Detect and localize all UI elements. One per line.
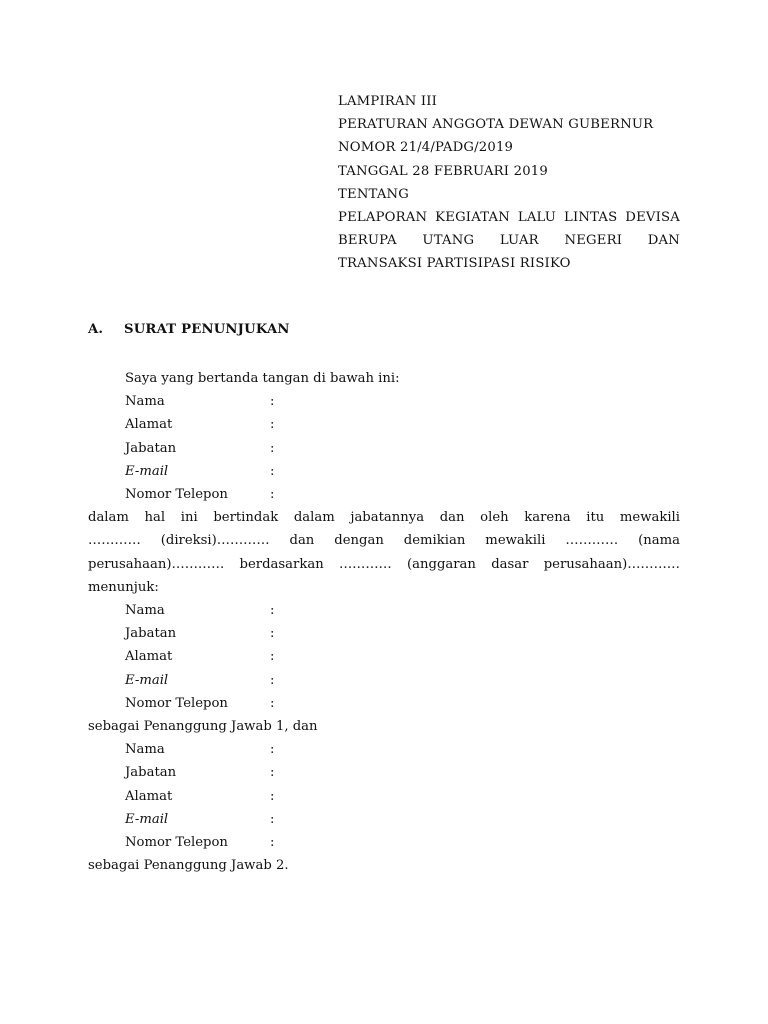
signer-block [88,367,680,877]
header-line-5: TENTANG [338,186,410,202]
field-label: Nomor Telepon [125,695,228,711]
field-colon: : [270,487,275,503]
field-label: Nomor Telepon [125,487,228,503]
header-line-2: PERATURAN ANGGOTA DEWAN GUBERNUR [338,117,654,133]
pj2-field-jabatan [88,761,680,784]
signer-field-jabatan [88,437,680,460]
header-line-3: NOMOR 21/4/PADG/2019 [338,140,514,156]
field-label: Alamat [125,417,173,433]
header-line-6: PELAPORAN KEGIATAN LALU LINTAS DEVISA [338,210,680,226]
body-paragraph-line-2: ………… (direksi)………… dan dengan demikian mewakili ………… (nama [88,533,680,549]
body-paragraph-line-3: perusahaan)………… berdasarkan ………… (anggaran dasar perusahaan)………… [88,556,680,572]
body-paragraph-line-4: menunjuk: [88,579,159,595]
field-label: Nama [125,742,165,758]
field-colon: : [270,394,275,410]
field-colon: : [270,811,275,827]
field-label: Jabatan [125,765,177,781]
field-colon: : [270,695,275,711]
pj1-field-nama [88,599,680,622]
header-line-1: LAMPIRAN III [338,94,438,109]
pj1-field-email [88,669,680,692]
pj2-field-telepon [88,831,680,854]
signer-field-alamat [88,413,680,436]
field-colon: : [270,742,275,758]
field-label: E-mail [125,672,169,688]
appendix-header [338,90,680,276]
body-paragraph-line-1: dalam hal ini bertindak dalam jabatannya dan oleh karena itu mewakili [88,510,680,526]
pj2-caption: sebagai Penanggung Jawab 2. [88,858,289,874]
header-line-4: TANGGAL 28 FEBRUARI 2019 [338,163,548,179]
signer-field-email [88,460,680,483]
pj1-field-jabatan [88,622,680,645]
field-label: Jabatan [125,440,177,456]
field-label: E-mail [125,811,169,827]
signer-field-nama [88,390,680,413]
pj1-field-alamat [88,645,680,668]
field-colon: : [270,417,275,433]
field-label: Nama [125,603,165,619]
field-label: Alamat [125,788,173,804]
pj2-field-nama [88,738,680,761]
field-colon: : [270,649,275,665]
field-label: Nama [125,394,165,410]
section-title: SURAT PENUNJUKAN [124,322,290,337]
field-label: Jabatan [125,626,177,642]
field-colon: : [270,672,275,688]
field-colon: : [270,835,275,851]
field-colon: : [270,626,275,642]
pj1-caption: sebagai Penanggung Jawab 1, dan [88,719,318,735]
header-line-8: TRANSAKSI PARTISIPASI RISIKO [338,256,571,272]
field-label: Alamat [125,649,173,665]
signer-field-telepon [88,483,680,506]
pj2-field-email [88,808,680,831]
field-colon: : [270,788,275,804]
section-letter: A. [88,322,104,337]
intro-text: Saya yang bertanda tangan di bawah ini: [125,371,400,386]
field-label: Nomor Telepon [125,835,228,851]
header-line-7: BERUPA UTANG LUAR NEGERI DAN [338,233,680,249]
field-colon: : [270,440,275,456]
section-heading [88,322,290,337]
pj2-field-alamat [88,785,680,808]
field-colon: : [270,463,275,479]
field-colon: : [270,765,275,781]
pj1-field-telepon [88,692,680,715]
field-label: E-mail [125,463,169,479]
field-colon: : [270,603,275,619]
